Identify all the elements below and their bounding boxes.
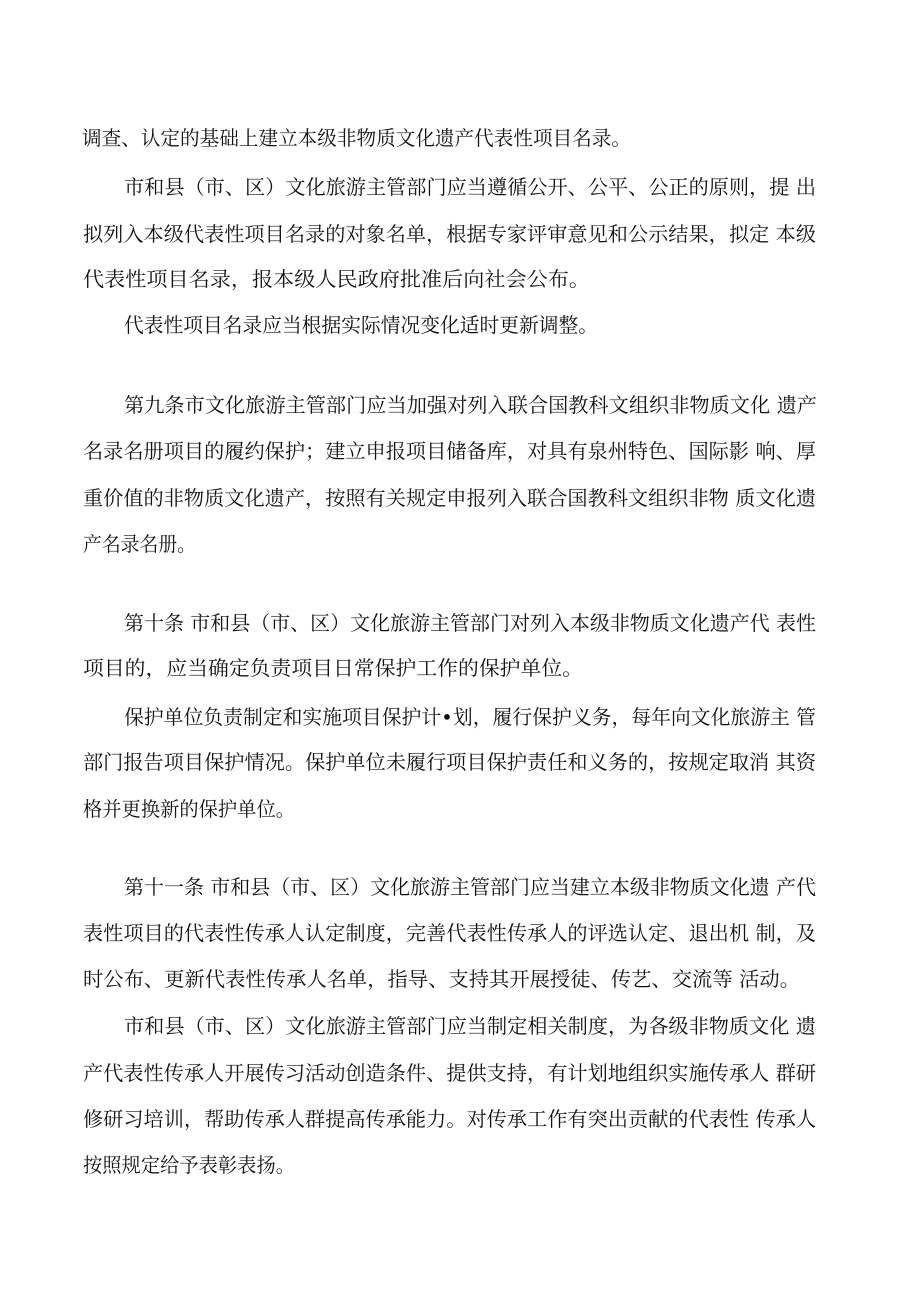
text-line [0,385,920,425]
line-text: 产代表性传承人开展传习活动创造条件、提供支持，有计划地组织实施传承人 群研 [83,1061,817,1085]
text-line [0,1006,920,1046]
line-text: 保护单位负责制定和实施项目保护计•划，履行保护义务，每年向文化旅游主 管 [124,705,816,729]
text-line [0,305,920,345]
text-line [0,1099,920,1139]
line-text: 产名录名册。 [83,532,196,556]
line-text: 市和县（市、区）文化旅游主管部门应当遵循公开、公平、公正的原则，提 出 [124,175,816,199]
text-line [0,913,920,953]
line-text: 市和县（市、区）文化旅游主管部门应当制定相关制度，为各级非物质文化 遗 [124,1014,816,1038]
text-line [0,431,920,471]
line-text: 修研习培训，帮助传承人群提高传承能力。对传承工作有突出贡献的代表性 传承人 [83,1107,817,1131]
line-text: 名录名册项目的履约保护；建立申报项目储备库，对具有泉州特色、国际影 响、厚 [83,439,817,463]
line-text: 时公布、更新代表性传承人名单，指导、支持其开展授徒、传艺、交流等 活动。 [83,967,800,991]
line-text: 重价值的非物质文化遗产，按照有关规定申报列入联合国教科文组织非物 质文化遗 [83,486,817,510]
text-line [0,648,920,688]
text-line [0,524,920,564]
line-text: 格并更换新的保护单位。 [83,797,295,821]
text-line [0,789,920,829]
text-line [0,259,920,299]
text-line [0,959,920,999]
text-line [0,214,920,254]
line-text: 代表性项目名录，报本级人民政府批准后向社会公布。 [83,267,590,291]
line-text: 调查、认定的基础上建立本级非物质文化遗产代表性项目名录。 [82,126,631,150]
text-line [0,742,920,782]
text-line [0,603,920,643]
text-line [0,1145,920,1185]
text-line [0,478,920,518]
text-line [0,867,920,907]
line-text: 表性项目的代表性传承人认定制度，完善代表性传承人的评选认定、退出机 制，及 [83,921,817,945]
line-text: 拟列入本级代表性项目名录的对象名单，根据专家评审意见和公示结果，拟定 本级 [83,222,817,246]
line-text: 第十一条 市和县（市、区）文化旅游主管部门应当建立本级非物质文化遗 产代 [124,875,816,899]
text-line [0,118,920,158]
line-text: 项目的，应当确定负责项目日常保护工作的保护单位。 [83,656,583,680]
line-text: 第九条市文化旅游主管部门应当加强对列入联合国教科文组织非物质文化 遗产 [124,393,817,417]
line-text: 按照规定给予表彰表扬。 [83,1153,295,1177]
text-line [0,167,920,207]
line-text: 部门报告项目保护情况。保护单位未履行项目保护责任和义务的，按规定取消 其资 [83,750,817,774]
text-line [0,697,920,737]
text-line [0,1053,920,1093]
line-text: 第十条 市和县（市、区）文化旅游主管部门对列入本级非物质文化遗产代 表性 [124,611,816,635]
line-text: 代表性项目名录应当根据实际情况变化适时更新调整。 [124,313,598,337]
